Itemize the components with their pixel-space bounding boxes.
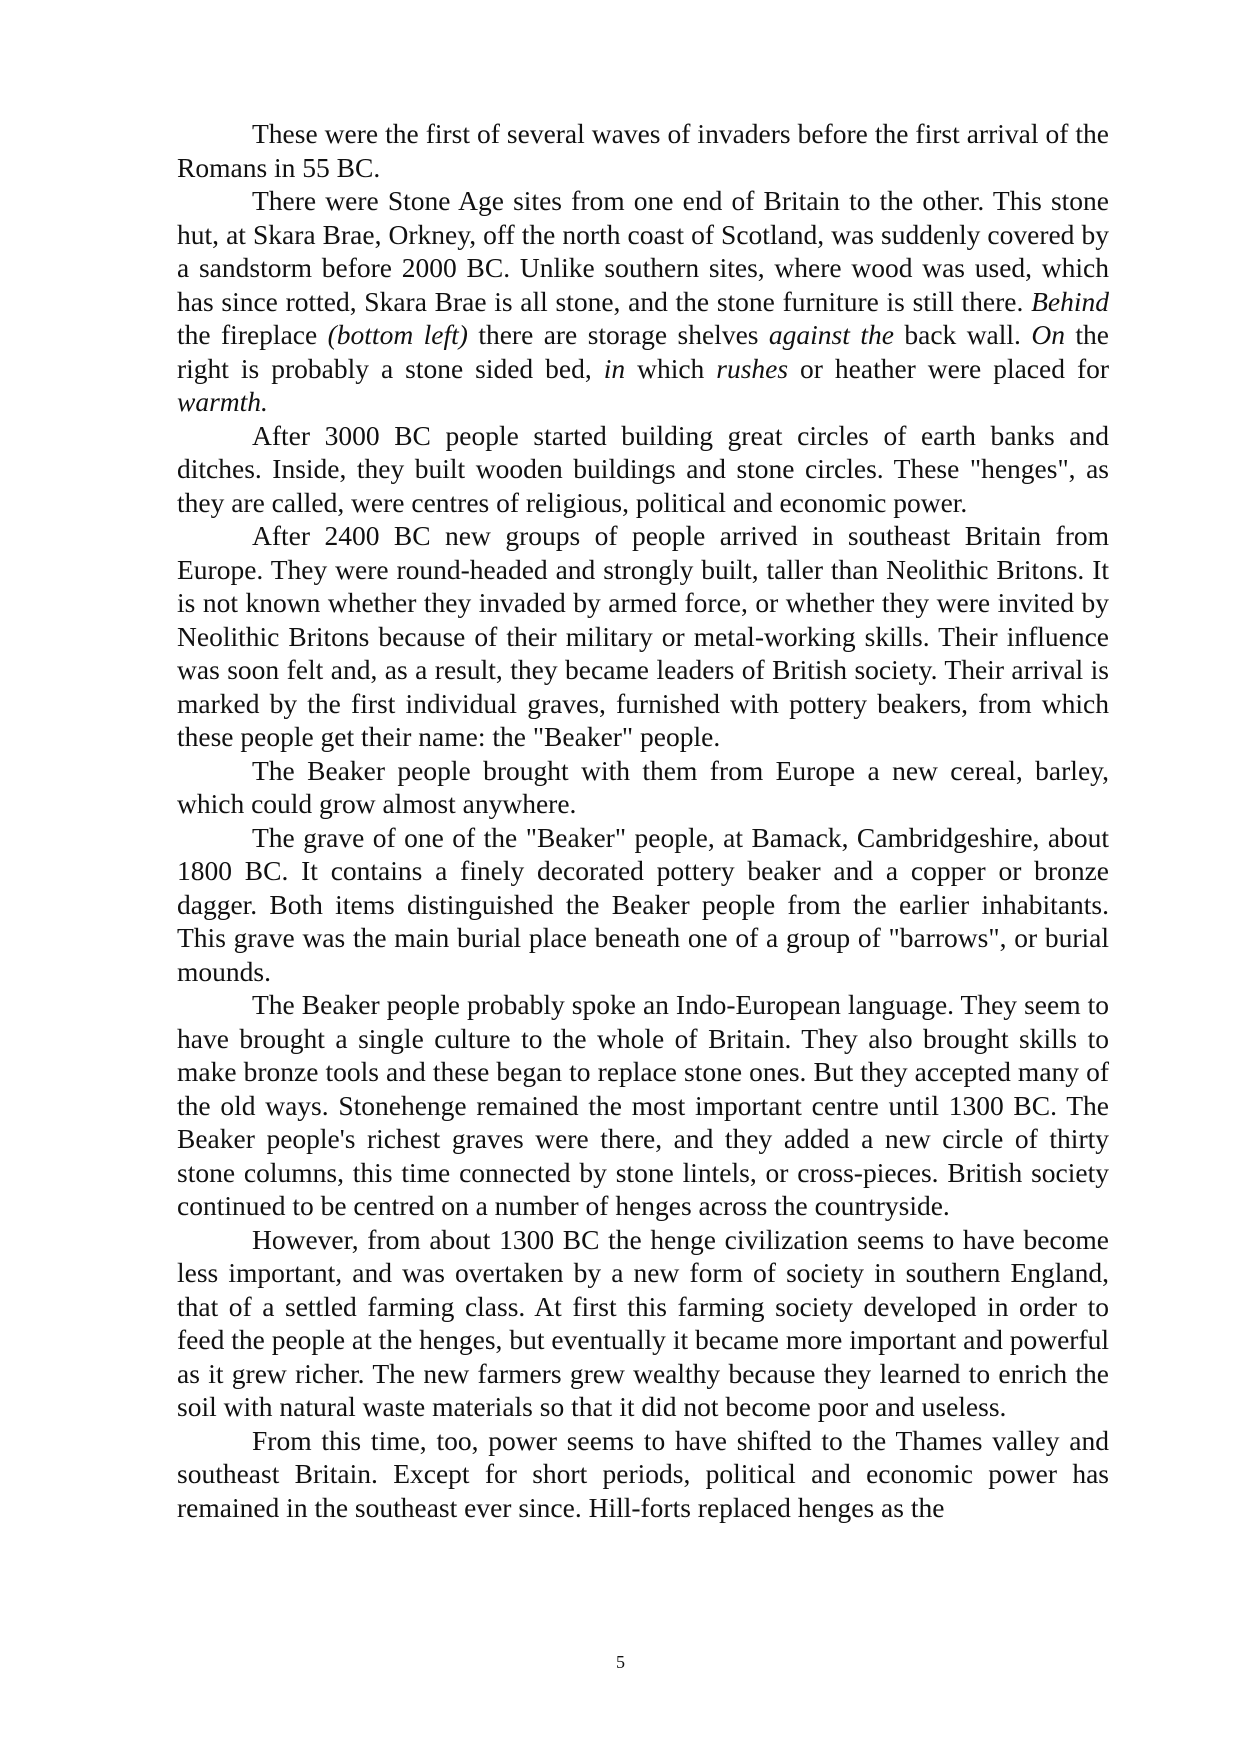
page-body <box>177 117 1109 1524</box>
text-run: From this time, too, power seems to have shifted to the Thames valley and southeast Britain. Except for short periods, political and economic power has remained in the southeast ever since. Hill-forts replaced henges as the <box>177 1424 1109 1523</box>
italic-phrase: On <box>1031 319 1065 350</box>
paragraph <box>177 821 1109 989</box>
text-run: which <box>625 352 717 384</box>
paragraph <box>177 184 1109 419</box>
text-run: or heather were placed for <box>788 352 1110 384</box>
paragraph <box>177 754 1109 821</box>
italic-phrase: in <box>603 352 626 384</box>
text-run: the fireplace <box>177 319 328 350</box>
paragraph <box>177 419 1109 520</box>
text-run: After 3000 BC people started building great circles of earth banks and ditches. Inside, they built wooden buildings and stone circles. These "henges", as they are called, were centres of religious, political and economic power. <box>177 419 1109 518</box>
text-run: The Beaker people probably spoke an Indo-European language. They seem to have brought a single culture to the whole of Britain. They also brought skills to make bronze tools and these began to replace stone ones. But they accepted many of the old ways. Stonehenge remained the most important centre until 1300 BC. The Beaker people's richest graves were there, and they added a new circle of thirty stone columns, this time connected by stone lintels, or cross-pieces. British society continued to be centred on a number of henges across the countryside. <box>177 989 1109 1221</box>
text-run: The grave of one of the "Beaker" people, at Bamack, Cambridgeshire, about 1800 BC. It contains a finely decorated pottery beaker and a copper or bronze dagger. Both items distinguished the Beaker people from the earlier inhabitants. This grave was the main burial place beneath one of a group of "barrows", or burial mounds. <box>177 821 1109 987</box>
italic-phrase: (bottom left) <box>327 319 468 350</box>
text-run: The Beaker people brought with them from Europe a new cereal, barley, which could grow almost anywhere. <box>177 754 1109 819</box>
text-run: there are storage shelves <box>467 319 769 350</box>
paragraph <box>177 519 1109 754</box>
italic-phrase: rushes <box>716 352 789 384</box>
page-number: 5 <box>616 1652 625 1672</box>
text-run: There were Stone Age sites from one end of Britain to the other. This stone hut, at Skara Brae, Orkney, off the north coast of Scotland, was suddenly covered by a sandstorm before 2000 BC. Unlike southern sites, where wood was used, which has since rotted, Skara Brae is all stone, and the stone furniture is still there. <box>177 185 1109 317</box>
text-run: the right is probably a stone sided bed, <box>177 319 1109 384</box>
text-run: back wall. <box>893 319 1032 350</box>
italic-phrase: warmth. <box>177 386 268 417</box>
paragraph <box>177 1424 1109 1525</box>
text-run: These were the first of several waves of invaders before the first arrival of the Romans in 55 BC. <box>177 118 1109 183</box>
text-run: After 2400 BC new groups of people arrived in southeast Britain from Europe. They were round-headed and strongly built, taller than Neolithic Britons. It is not known whether they invaded by armed force, or whether they were invited by Neolithic Britons because of their military or metal-working skills. Their influence was soon felt and, as a result, they became leaders of British society. Their arrival is marked by the first individual graves, furnished with pottery beakers, from which these people get their name: the "Beaker" people. <box>177 520 1109 752</box>
text-run: However, from about 1300 BC the henge civilization seems to have become less important, and was overtaken by a new form of society in southern England, that of a settled farming class. At first this farming society developed in order to feed the people at the henges, but eventually it became more important and powerful as it grew richer. The new farmers grew wealthy because they learned to enrich the soil with natural waste materials so that it did not become poor and useless. <box>177 1223 1109 1422</box>
italic-phrase: against the <box>768 319 894 350</box>
paragraph <box>177 117 1109 184</box>
paragraph <box>177 1223 1109 1424</box>
paragraph <box>177 988 1109 1223</box>
italic-phrase: Behind <box>1031 285 1109 317</box>
